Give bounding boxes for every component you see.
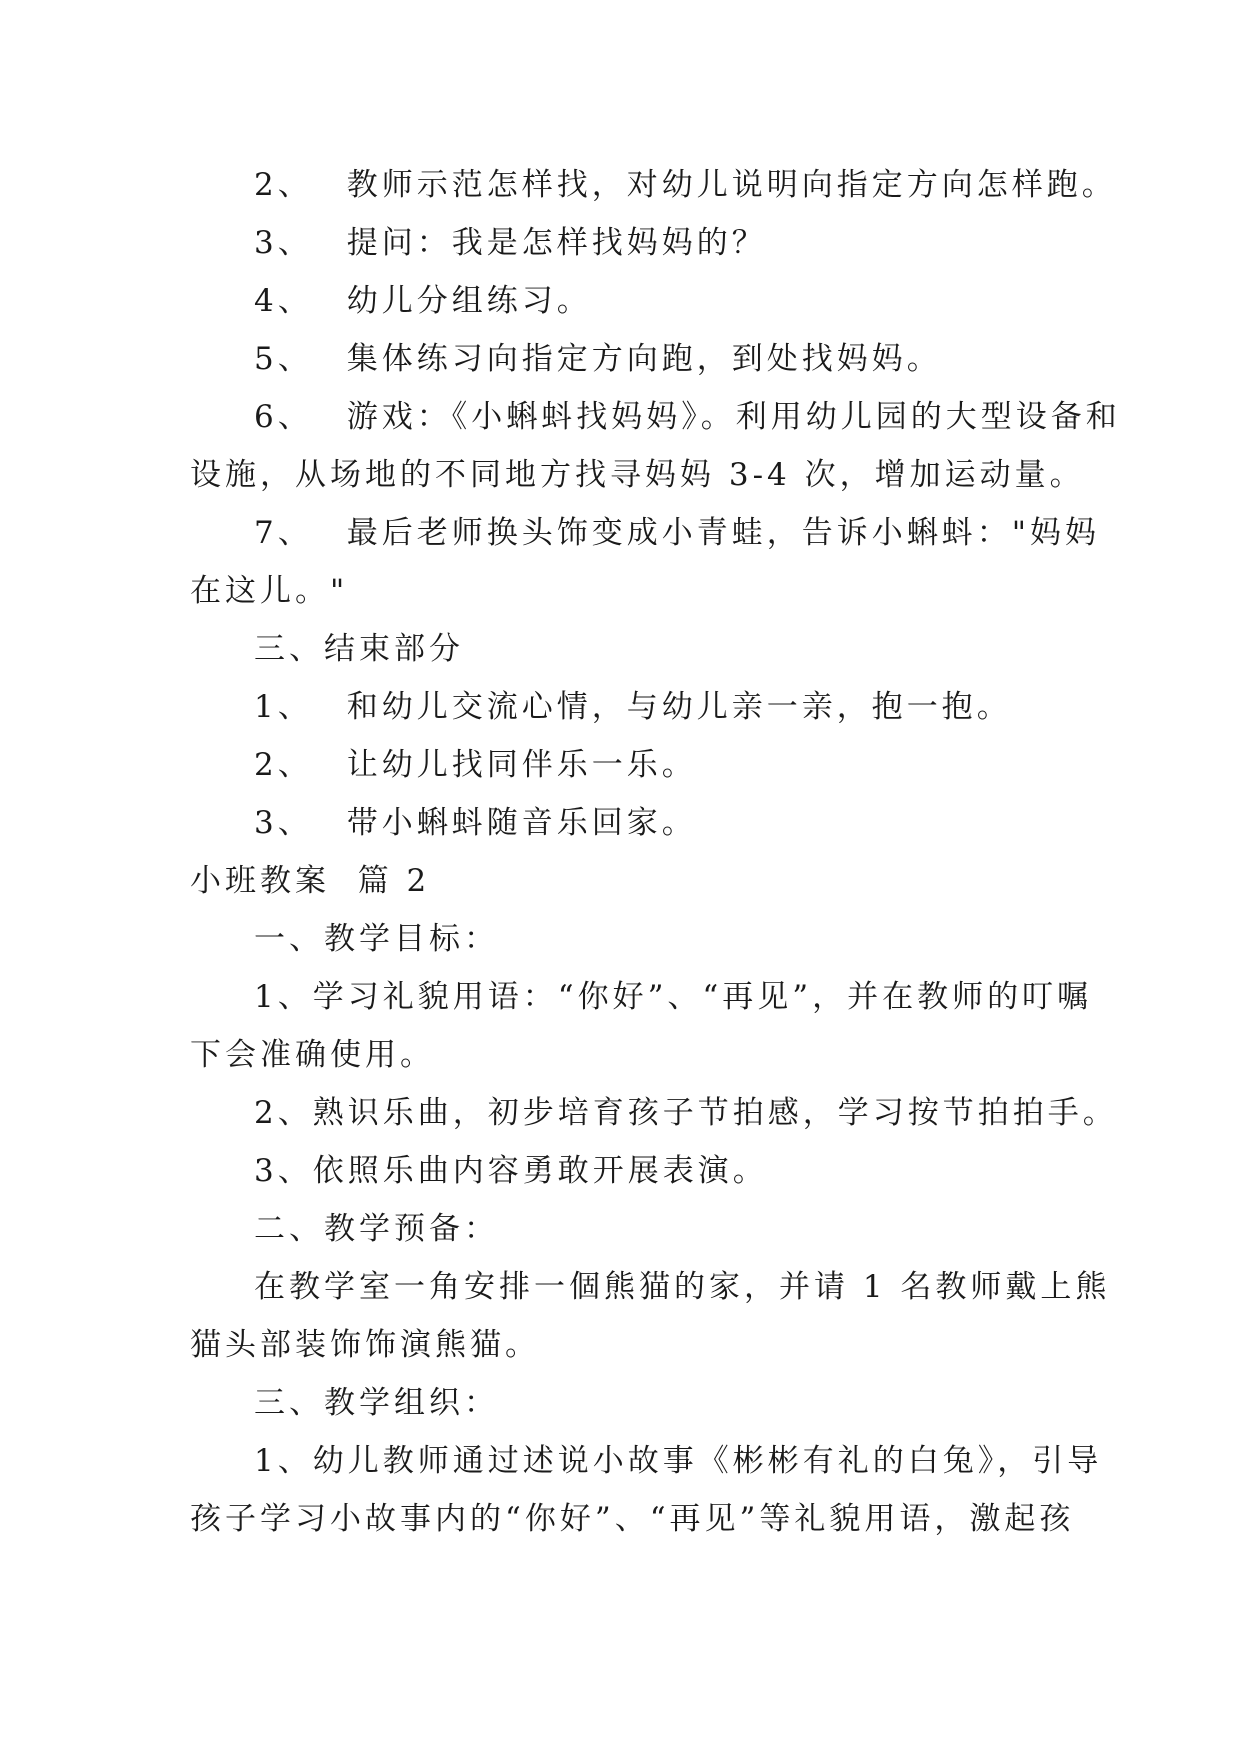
list-number: 5、 (254, 341, 313, 377)
line-text: 最后老师换头饰变成小青蛙，告诉小蝌蚪："妈妈 (346, 515, 1100, 551)
line-text: 幼儿分组练习。 (346, 283, 592, 319)
paragraph-line (254, 803, 697, 843)
list-number: 3、 (254, 805, 313, 841)
paragraph-line: 1、幼儿教师通过述说小故事《彬彬有礼的白兔》，引导 (254, 1443, 1103, 1479)
list-number: 7、 (254, 515, 313, 551)
section-heading: 一、教学目标： (254, 921, 499, 957)
section-heading: 三、结束部分 (254, 631, 464, 667)
document-title: 小班教案 篇 2 (190, 863, 431, 899)
list-number: 3、 (254, 225, 313, 261)
paragraph-line: 下会准确使用。 (190, 1037, 435, 1073)
section-heading: 二、教学预备： (254, 1211, 499, 1247)
paragraph-line: 设施，从场地的不同地方找寻妈妈 3-4 次，增加运动量。 (190, 457, 1085, 493)
line-text: 和幼儿交流心情，与幼儿亲一亲，抱一抱。 (346, 689, 1012, 725)
line-text: 让幼儿找同伴乐一乐。 (346, 747, 697, 783)
paragraph-line: 1、学习礼貌用语：“你好”、“再见”，并在教师的叮嘱 (254, 979, 1093, 1015)
line-text: 游戏：《小蝌蚪找妈妈》。利用幼儿园的大型设备和 (346, 399, 1121, 435)
list-number: 6、 (254, 399, 313, 435)
paragraph-line: 孩子学习小故事内的“你好”、“再见”等礼貌用语，激起孩 (190, 1501, 1075, 1537)
paragraph-line: 猫头部装饰饰演熊猫。 (190, 1327, 540, 1363)
list-number: 1、 (254, 689, 313, 725)
line-text: 提问：我是怎样找妈妈的？ (346, 225, 767, 261)
paragraph-line (254, 281, 592, 321)
paragraph-line (254, 745, 697, 785)
paragraph-line: 在这儿。" (190, 573, 349, 609)
paragraph-line (254, 223, 767, 263)
line-text: 集体练习向指定方向跑，到处找妈妈。 (346, 341, 942, 377)
paragraph-line (254, 339, 942, 379)
paragraph-line: 在教学室一角安排一個熊猫的家，并请 1 名教师戴上熊 (254, 1269, 1111, 1305)
line-text: 带小蝌蚪随音乐回家。 (346, 805, 697, 841)
paragraph-line (254, 397, 1121, 437)
paragraph-line (254, 513, 1100, 553)
list-number: 2、 (254, 167, 313, 203)
line-text: 教师示范怎样找，对幼儿说明向指定方向怎样跑。 (346, 167, 1117, 203)
paragraph-line: 2、熟识乐曲，初步培育孩子节拍感，学习按节拍拍手。 (254, 1095, 1118, 1131)
paragraph-line: 3、依照乐曲内容勇敢开展表演。 (254, 1153, 768, 1189)
section-heading: 三、教学组织： (254, 1385, 499, 1421)
paragraph-line (254, 687, 1012, 727)
list-number: 2、 (254, 747, 313, 783)
list-number: 4、 (254, 283, 313, 319)
paragraph-line (254, 165, 1117, 205)
